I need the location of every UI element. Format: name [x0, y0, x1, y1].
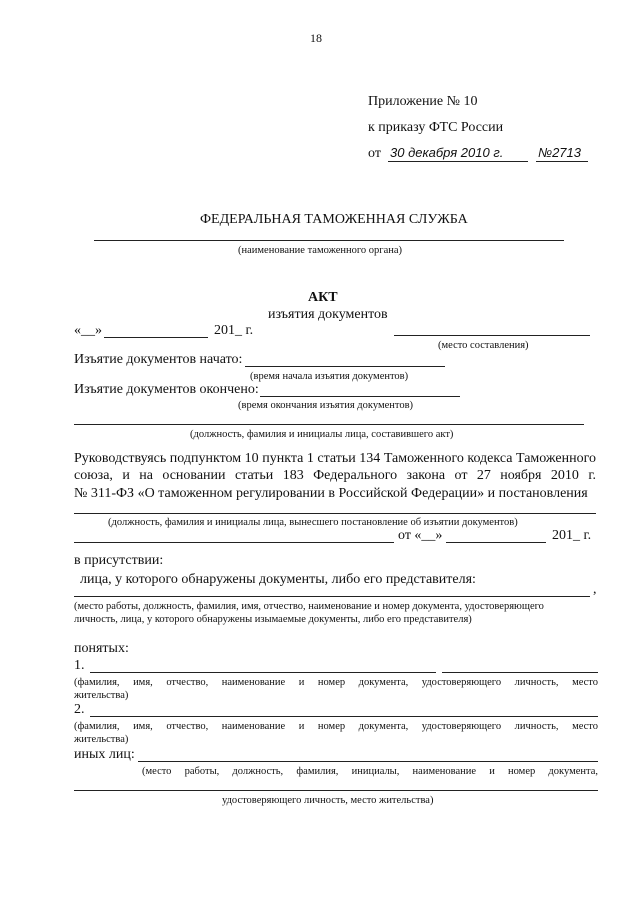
decision-date-line[interactable] — [446, 542, 546, 543]
appendix-date-prefix: от — [368, 146, 381, 161]
witness-2-number: 2. — [74, 702, 85, 717]
witness-2-line[interactable] — [90, 716, 598, 717]
start-label: Изъятие документов начато: — [74, 352, 243, 367]
end-line[interactable] — [260, 396, 460, 397]
appendix-line-1: Приложение № 10 — [368, 94, 478, 109]
others-caption-1: (место работы, должность, фамилия, инициалы, наименование и номер документа, — [142, 766, 598, 777]
basis-line-2: союза, и на основании статьи 183 Федерального закона от 27 ноября 2010 г. — [74, 468, 596, 483]
witness-2-caption-a: (фамилия, имя, отчество, наименование и номер документа, удостоверяющего личность, место — [74, 721, 598, 732]
others-line-2[interactable] — [74, 790, 598, 791]
decision-line[interactable] — [74, 513, 596, 514]
witness-2-caption-b: жительства) — [74, 734, 129, 745]
author-caption: (должность, фамилия и инициалы лица, составившего акт) — [190, 429, 454, 440]
date-underline — [388, 161, 528, 162]
place-caption: (место составления) — [438, 340, 529, 351]
basis-line-3: № 311-ФЗ «О таможенном регулировании в Российской Федерации» и постановления — [74, 486, 588, 501]
presence-comma: , — [593, 582, 597, 597]
decision-caption: (должность, фамилия и инициалы лица, вынесшего постановление об изъятии документов) — [108, 517, 518, 528]
date-day: «__» — [74, 323, 102, 338]
presence-caption-2: личность, лица, у которого обнаружены изымаемые документы, либо его представителя) — [74, 614, 472, 625]
appendix-date-value: 30 декабря 2010 г. — [390, 145, 504, 160]
others-caption-2: удостоверяющего личность, место жительства) — [222, 795, 434, 806]
witness-1-number: 1. — [74, 658, 85, 673]
date-month-line[interactable] — [104, 337, 208, 338]
presence-line[interactable] — [74, 596, 590, 597]
others-label: иных лиц: — [74, 747, 135, 762]
number-underline — [536, 161, 588, 162]
decision-line-2[interactable] — [74, 542, 394, 543]
witnesses-label: понятых: — [74, 641, 129, 656]
appendix-line-2: к приказу ФТС России — [368, 120, 504, 135]
start-line[interactable] — [245, 366, 445, 367]
witness-1-line-b[interactable] — [442, 672, 598, 673]
decision-year: 201_ г. — [552, 528, 592, 543]
date-year: 201_ г. — [214, 323, 254, 338]
others-line[interactable] — [138, 761, 598, 762]
end-label: Изъятие документов окончено: — [74, 382, 259, 397]
author-line[interactable] — [74, 424, 584, 425]
witness-1-caption-b: жительства) — [74, 690, 129, 701]
document-title: АКТ — [308, 290, 338, 305]
presence-label: в присутствии: — [74, 553, 164, 568]
agency-name: ФЕДЕРАЛЬНАЯ ТАМОЖЕННАЯ СЛУЖБА — [200, 212, 468, 227]
appendix-number: №2713 — [538, 145, 581, 160]
end-caption: (время окончания изъятия документов) — [238, 400, 414, 411]
agency-line — [94, 240, 564, 241]
page-number: 18 — [310, 31, 322, 45]
agency-caption: (наименование таможенного органа) — [238, 245, 403, 256]
basis-line-1: Руководствуясь подпунктом 10 пункта 1 статьи 134 Таможенного кодекса Таможенного — [74, 451, 596, 466]
witness-1-caption-a: (фамилия, имя, отчество, наименование и номер документа, удостоверяющего личность, место — [74, 677, 598, 688]
witness-1-line-a[interactable] — [90, 672, 436, 673]
decision-from: от «__» — [398, 528, 443, 543]
place-line[interactable] — [394, 335, 590, 336]
presence-caption-1: (место работы, должность, фамилия, имя, отчество, наименование и номер документа, удостоверяющего — [74, 601, 544, 612]
start-caption: (время начала изъятия документов) — [250, 371, 409, 382]
presence-person-label: лица, у которого обнаружены документы, либо его представителя: — [80, 572, 476, 587]
document-subtitle: изъятия документов — [268, 307, 388, 322]
